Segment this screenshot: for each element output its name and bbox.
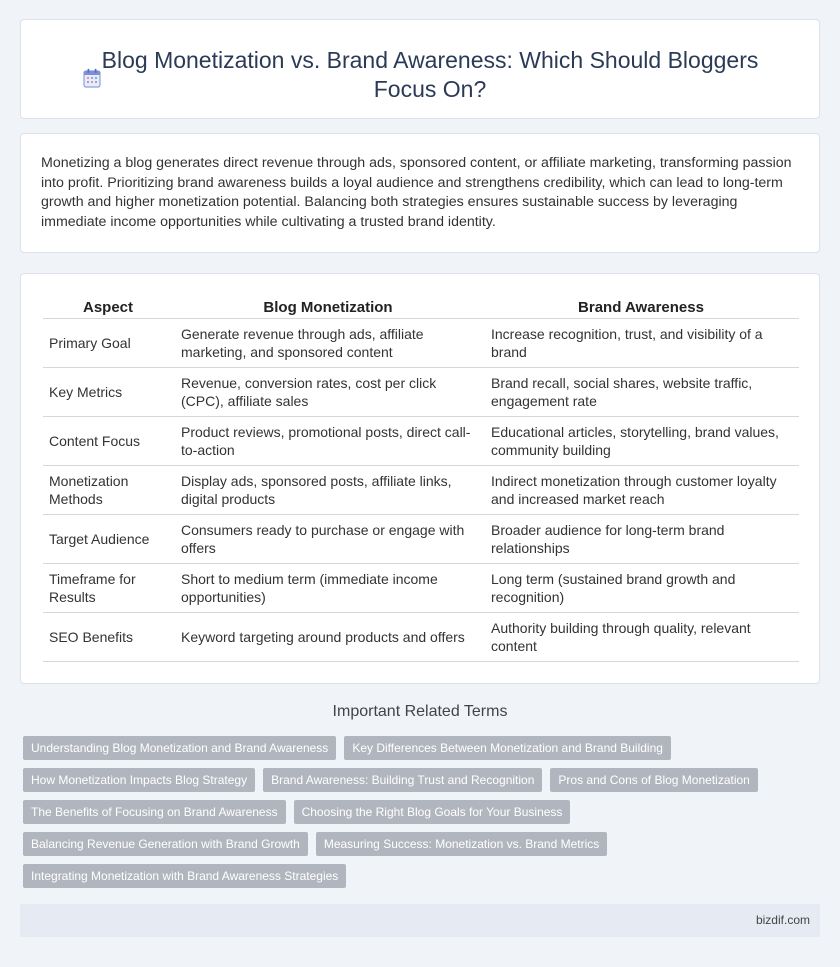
page-title: Blog Monetization vs. Brand Awareness: Which Should Bloggers Focus On? xyxy=(101,47,759,102)
row-awareness: Long term (sustained brand growth and recognition) xyxy=(483,564,799,613)
table-header-row xyxy=(43,297,799,319)
table-row xyxy=(43,417,799,466)
related-terms-list xyxy=(23,736,813,888)
row-aspect: SEO Benefits xyxy=(43,613,173,662)
row-awareness: Indirect monetization through customer loyalty and increased market reach xyxy=(483,466,799,515)
header-aspect: Aspect xyxy=(43,297,173,319)
table-row xyxy=(43,515,799,564)
row-awareness: Increase recognition, trust, and visibility of a brand xyxy=(483,319,799,368)
related-term-link[interactable]: The Benefits of Focusing on Brand Awareness xyxy=(23,800,286,824)
table-row xyxy=(43,466,799,515)
intro-card xyxy=(20,133,820,253)
table-row xyxy=(43,564,799,613)
related-term-link[interactable]: Brand Awareness: Building Trust and Recognition xyxy=(263,768,542,792)
row-monetization: Generate revenue through ads, affiliate marketing, and sponsored content xyxy=(173,319,483,368)
row-monetization: Consumers ready to purchase or engage with offers xyxy=(173,515,483,564)
table-row xyxy=(43,368,799,417)
table-row xyxy=(43,613,799,662)
row-monetization: Revenue, conversion rates, cost per click (CPC), affiliate sales xyxy=(173,368,483,417)
comparison-card xyxy=(20,273,820,684)
row-awareness: Broader audience for long-term brand relationships xyxy=(483,515,799,564)
row-aspect: Target Audience xyxy=(43,515,173,564)
row-awareness: Brand recall, social shares, website traffic, engagement rate xyxy=(483,368,799,417)
header-brand-awareness: Brand Awareness xyxy=(483,297,799,319)
row-aspect: Monetization Methods xyxy=(43,466,173,515)
related-term-link[interactable]: Understanding Blog Monetization and Brand Awareness xyxy=(23,736,336,760)
row-awareness: Authority building through quality, relevant content xyxy=(483,613,799,662)
related-term-link[interactable]: Choosing the Right Blog Goals for Your Business xyxy=(294,800,571,824)
row-monetization: Product reviews, promotional posts, direct call-to-action xyxy=(173,417,483,466)
comparison-table xyxy=(43,297,799,662)
intro-text: Monetizing a blog generates direct revenue through ads, sponsored content, or affiliate marketing, transforming passion into profit. Prioritizing brand awareness builds a loyal audience and strengthens credibility, which can lead to long-term growth and higher monetization potential. Balancing both strategies ensures sustainable success by leveraging immediate income opportunities while cultivating a trusted brand identity. xyxy=(41,155,792,230)
row-aspect: Content Focus xyxy=(43,417,173,466)
related-terms-title: Important Related Terms xyxy=(332,703,508,720)
row-awareness: Educational articles, storytelling, brand values, community building xyxy=(483,417,799,466)
row-aspect: Primary Goal xyxy=(43,319,173,368)
row-monetization: Keyword targeting around products and offers xyxy=(173,613,483,662)
row-aspect: Timeframe for Results xyxy=(43,564,173,613)
header-card xyxy=(20,19,820,119)
related-term-link[interactable]: Pros and Cons of Blog Monetization xyxy=(550,768,757,792)
row-monetization: Display ads, sponsored posts, affiliate links, digital products xyxy=(173,466,483,515)
table-row xyxy=(43,319,799,368)
header-blog-monetization: Blog Monetization xyxy=(173,297,483,319)
related-term-link[interactable]: How Monetization Impacts Blog Strategy xyxy=(23,768,255,792)
related-term-link[interactable]: Balancing Revenue Generation with Brand Growth xyxy=(23,832,308,856)
footer xyxy=(20,904,820,937)
row-aspect: Key Metrics xyxy=(43,368,173,417)
related-term-link[interactable]: Key Differences Between Monetization and Brand Building xyxy=(344,736,671,760)
related-term-link[interactable]: Measuring Success: Monetization vs. Brand Metrics xyxy=(316,832,607,856)
row-monetization: Short to medium term (immediate income opportunities) xyxy=(173,564,483,613)
footer-site[interactable]: bizdif.com xyxy=(755,913,810,927)
related-term-link[interactable]: Integrating Monetization with Brand Awareness Strategies xyxy=(23,864,346,888)
